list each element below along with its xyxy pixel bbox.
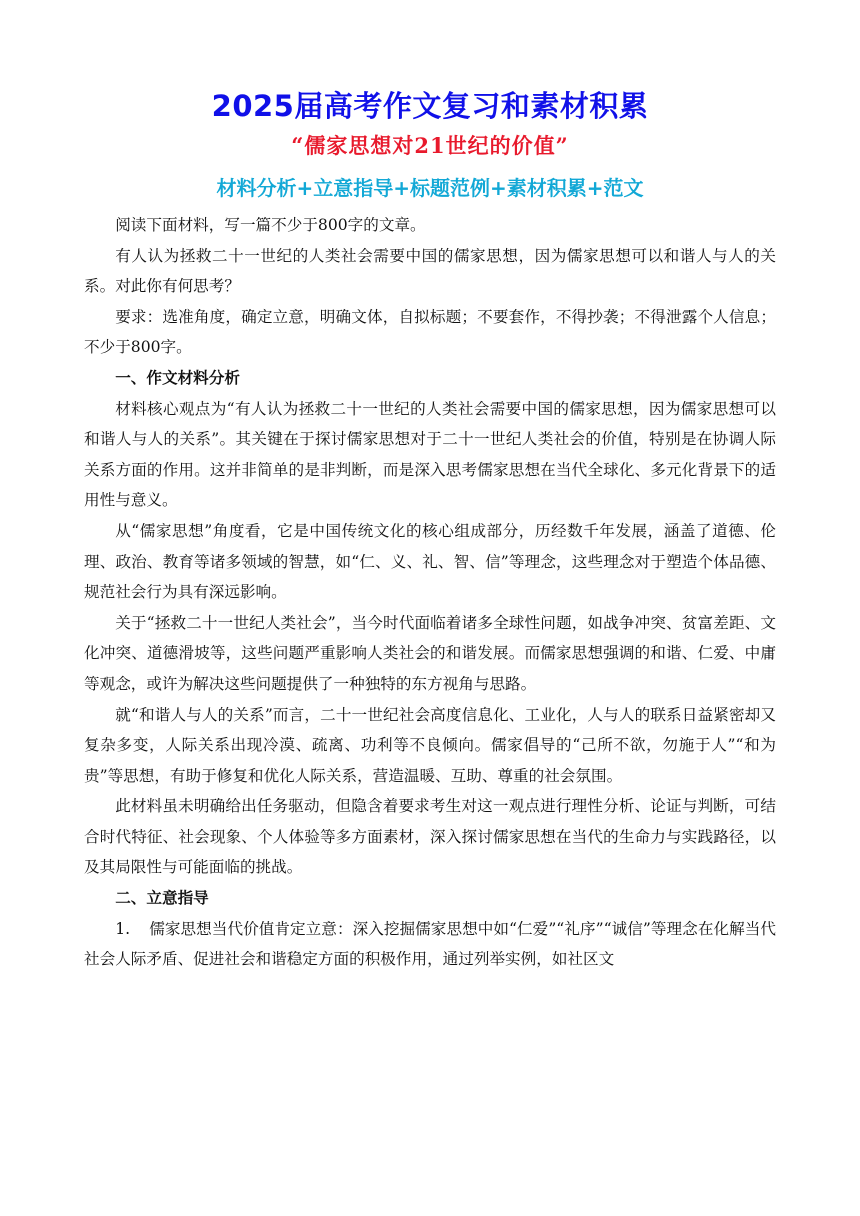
guidance-item: [84, 914, 776, 975]
guidance-item-number: 1.: [115, 919, 131, 938]
prompt-intro: 阅读下面材料，写一篇不少于800字的文章。: [115, 216, 426, 234]
section-heading-guidance: 二、立意指导: [115, 889, 209, 908]
document-body: [84, 210, 776, 975]
document-subtitle: “儒家思想对21世纪的价值”: [291, 133, 569, 158]
analysis-paragraph: 关于“拯救二十一世纪人类社会”，当今时代面临着诸多全球性问题，如战争冲突、贫富差距、文化冲突、道德滑坡等，这些问题严重影响人类社会的和谐发展。而儒家思想强调的和谐、仁爱、中庸等观念，或许为解决这些问题提供了一种独特的东方视角与思路。: [84, 613, 776, 693]
analysis-paragraph: 此材料虽未明确给出任务驱动，但隐含着要求考生对这一观点进行理性分析、论证与判断，可结合时代特征、社会现象、个人体验等多方面素材，深入探讨儒家思想在当代的生命力与实践路径，以及其局限性与可能面临的挑战。: [84, 797, 776, 877]
analysis-paragraph: 材料核心观点为“有人认为拯救二十一世纪的人类社会需要中国的儒家思想，因为儒家思想可以和谐人与人的关系”。其关键在于探讨儒家思想对于二十一世纪人类社会的价值，特别是在协调人际关系方面的作用。这并非简单的是非判断，而是深入思考儒家思想在当代全球化、多元化背景下的适用性与意义。: [84, 399, 776, 510]
section-heading-analysis: 一、作文材料分析: [115, 368, 240, 387]
document-title: 2025届高考作文复习和素材积累: [211, 89, 649, 123]
guidance-item-text: 儒家思想当代价值肯定立意：深入挖掘儒家思想中如“仁爱”“礼序”“诚信”等理念在化解当代社会人际矛盾、促进社会和谐稳定方面的积极作用，通过列举实例，如社区文: [84, 919, 776, 969]
document-tagline: 材料分析+立意指导+标题范例+素材积累+范文: [216, 176, 644, 200]
prompt-material: 有人认为拯救二十一世纪的人类社会需要中国的儒家思想，因为儒家思想可以和谐人与人的关系。对此你有何思考？: [84, 246, 776, 296]
analysis-paragraph: 从“儒家思想”角度看，它是中国传统文化的核心组成部分，历经数千年发展，涵盖了道德、伦理、政治、教育等诸多领域的智慧，如“仁、义、礼、智、信”等理念，这些理念对于塑造个体品德、规范社会行为具有深远影响。: [84, 521, 776, 602]
analysis-paragraph: 就“和谐人与人的关系”而言，二十一世纪社会高度信息化、工业化，人与人的联系日益紧密却又复杂多变，人际关系出现冷漠、疏离、功利等不良倾向。儒家倡导的“己所不欲，勿施于人”“和为贵”等思想，有助于修复和优化人际关系，营造温暖、互助、尊重的社会氛围。: [84, 705, 776, 785]
prompt-requirements: 要求：选准角度，确定立意，明确文体，自拟标题；不要套作，不得抄袭；不得泄露个人信息；不少于800字。: [84, 307, 776, 357]
